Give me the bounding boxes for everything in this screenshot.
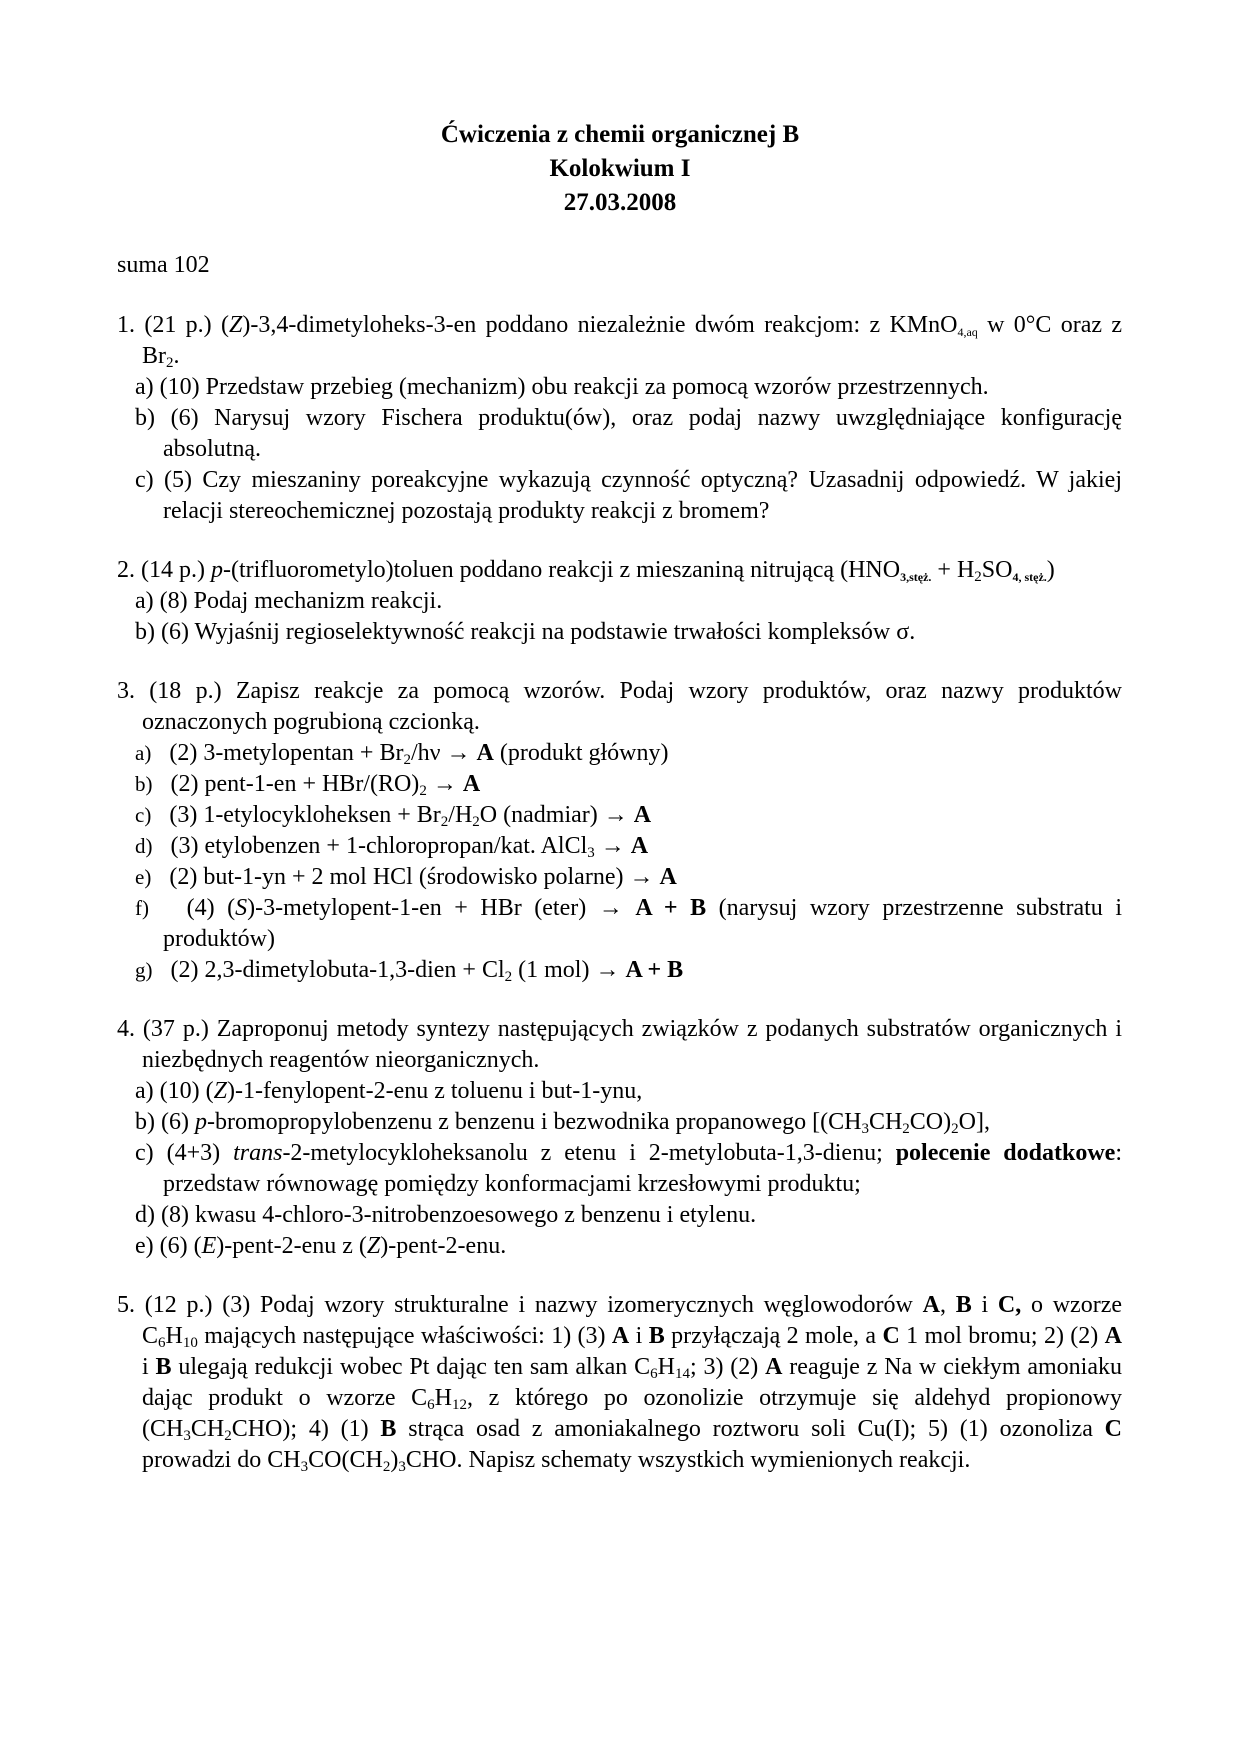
exam-date: 27.03.2008 xyxy=(563,189,677,216)
exam-title: Kolokwium I xyxy=(549,155,691,182)
document-header xyxy=(0,118,1240,220)
task-4-item-e: e) (6) (E)-pent-2-enu z (Z)-pent-2-enu. xyxy=(135,1233,507,1259)
task-5 xyxy=(117,1290,1122,1476)
task-1-item-b: b) (6) Narysuj wzory Fischera produktu(ów), oraz podaj nazwy uwzględniające konfigurację absolutną. xyxy=(135,405,1122,462)
task-3 xyxy=(117,676,1122,986)
task-2-item-a: a) (8) Podaj mechanizm reakcji. xyxy=(135,588,443,614)
task-2 xyxy=(117,555,1122,648)
task-4-item-b: b) (6) p-bromopropylobenzenu z benzenu i bezwodnika propanowego $[(CH_3CH_2CO)_2O]$, xyxy=(135,1109,990,1137)
task-3-item-e: e) (2) but-1-yn + 2 mol HCl (środowisko polarne) → A xyxy=(135,864,677,890)
task-3-statement: 3. (18 p.) Zapisz reakcje za pomocą wzorów. Podaj wzory produktów, oraz nazwy produktów oznaczonych pogrubioną czcionką. xyxy=(117,678,1122,735)
task-1-item-c: c) (5) Czy mieszaniny poreakcyjne wykazują czynność optyczną? Uzasadnij odpowiedź. W jakiej relacji stereochemicznej pozostają produkty reakcji z bromem? xyxy=(135,467,1122,524)
tasks-list xyxy=(117,310,1122,1504)
task-4-item-a: a) (10) (Z)-1-fenylopent-2-enu z toluenu i but-1-ynu, xyxy=(135,1078,643,1104)
task-3-item-a: a) (2) 3-metylopentan + $Br_2/h\nu \to A$ (produkt główny) xyxy=(135,740,669,768)
task-3-item-f: f) (4) (S)-3-metylopent-1-en + HBr (eter) → A + B (narysuj wzory przestrzenne substratu i produktów) xyxy=(135,895,1123,952)
task-2-item-b: b) (6) Wyjaśnij regioselektywność reakcji na podstawie trwałości kompleksów σ. xyxy=(135,619,916,645)
task-1-item-a: a) (10) Przedstaw przebieg (mechanizm) obu reakcji za pomocą wzorów przestrzennych. xyxy=(135,374,989,400)
total-points: suma 102 xyxy=(117,252,210,278)
task-4-item-c: c) (4+3) trans-2-metylocykloheksanolu z etenu i 2-metylobuta-1,3-dienu; polecenie dodatkowe: przedstaw równowagę pomiędzy konformacjami krzesłowymi produktu; xyxy=(135,1140,1122,1197)
task-1-statement: 1. (21 p.) (Z)-3,4-dimetyloheks-3-en poddano niezależnie dwóm reakcjom: z KMnO$_{4,aq}$ w 0°C oraz z $Br_2$. xyxy=(117,312,1122,371)
task-3-item-b: b) (2) pent-1-en + HBr/$(RO)_2 \to A$ xyxy=(135,771,481,799)
task-5-statement: 5. (12 p.) (3) Podaj wzory strukturalne i nazwy izomerycznych węglowodorów A, B i C, o wzorze $C_6H_{10}$ mających następujące właściwości: 1) (3) A i B przyłączają 2 mole, a C 1 mol bromu; 2) (2) A i B ulegają redukcji wobec Pt dając ten sam alkan $C_6H_{14}$; 3) (2) A reaguje z Na w ciekłym amoniaku dając produkt o wzorze $C_6H_{12}$, z którego po ozonolizie otrzymuje się aldehyd propionowy $(CH_3CH_2CHO)$; 4) (1) B strąca osad z amoniakalnego roztworu soli Cu(I); 5) (1) ozonoliza C prowadzi do $CH_3CO(CH_2)_3CHO$. Napisz schematy wszystkich wymienionych reakcji. xyxy=(117,1292,1123,1475)
course-title: Ćwiczenia z chemii organicznej B xyxy=(440,121,800,148)
task-3-item-g: g) (2) 2,3-dimetylobuta-1,3-dien + $Cl_2$ (1 mol) → A + B xyxy=(135,957,684,985)
task-1 xyxy=(117,310,1122,527)
task-4-statement: 4. (37 p.) Zaproponuj metody syntezy następujących związków z podanych substratów organicznych i niezbędnych reagentów nieorganicznych. xyxy=(117,1016,1122,1073)
task-4-item-d: d) (8) kwasu 4-chloro-3-nitrobenzoesowego z benzenu i etylenu. xyxy=(135,1202,757,1228)
task-2-statement: 2. (14 p.) p-(trifluorometylo)toluen poddano reakcji z mieszaniną nitrującą $(HNO_{3,stęż.} + H_2SO_{4, stęż.})$ xyxy=(117,557,1055,585)
task-3-item-c: c) (3) 1-etylocykloheksen + $Br_2/H_2O$ (nadmiar) → A xyxy=(135,802,652,830)
task-4 xyxy=(117,1014,1122,1262)
task-3-item-d: d) (3) etylobenzen + 1-chloropropan/kat. AlCl$_3$ → A xyxy=(135,833,649,861)
